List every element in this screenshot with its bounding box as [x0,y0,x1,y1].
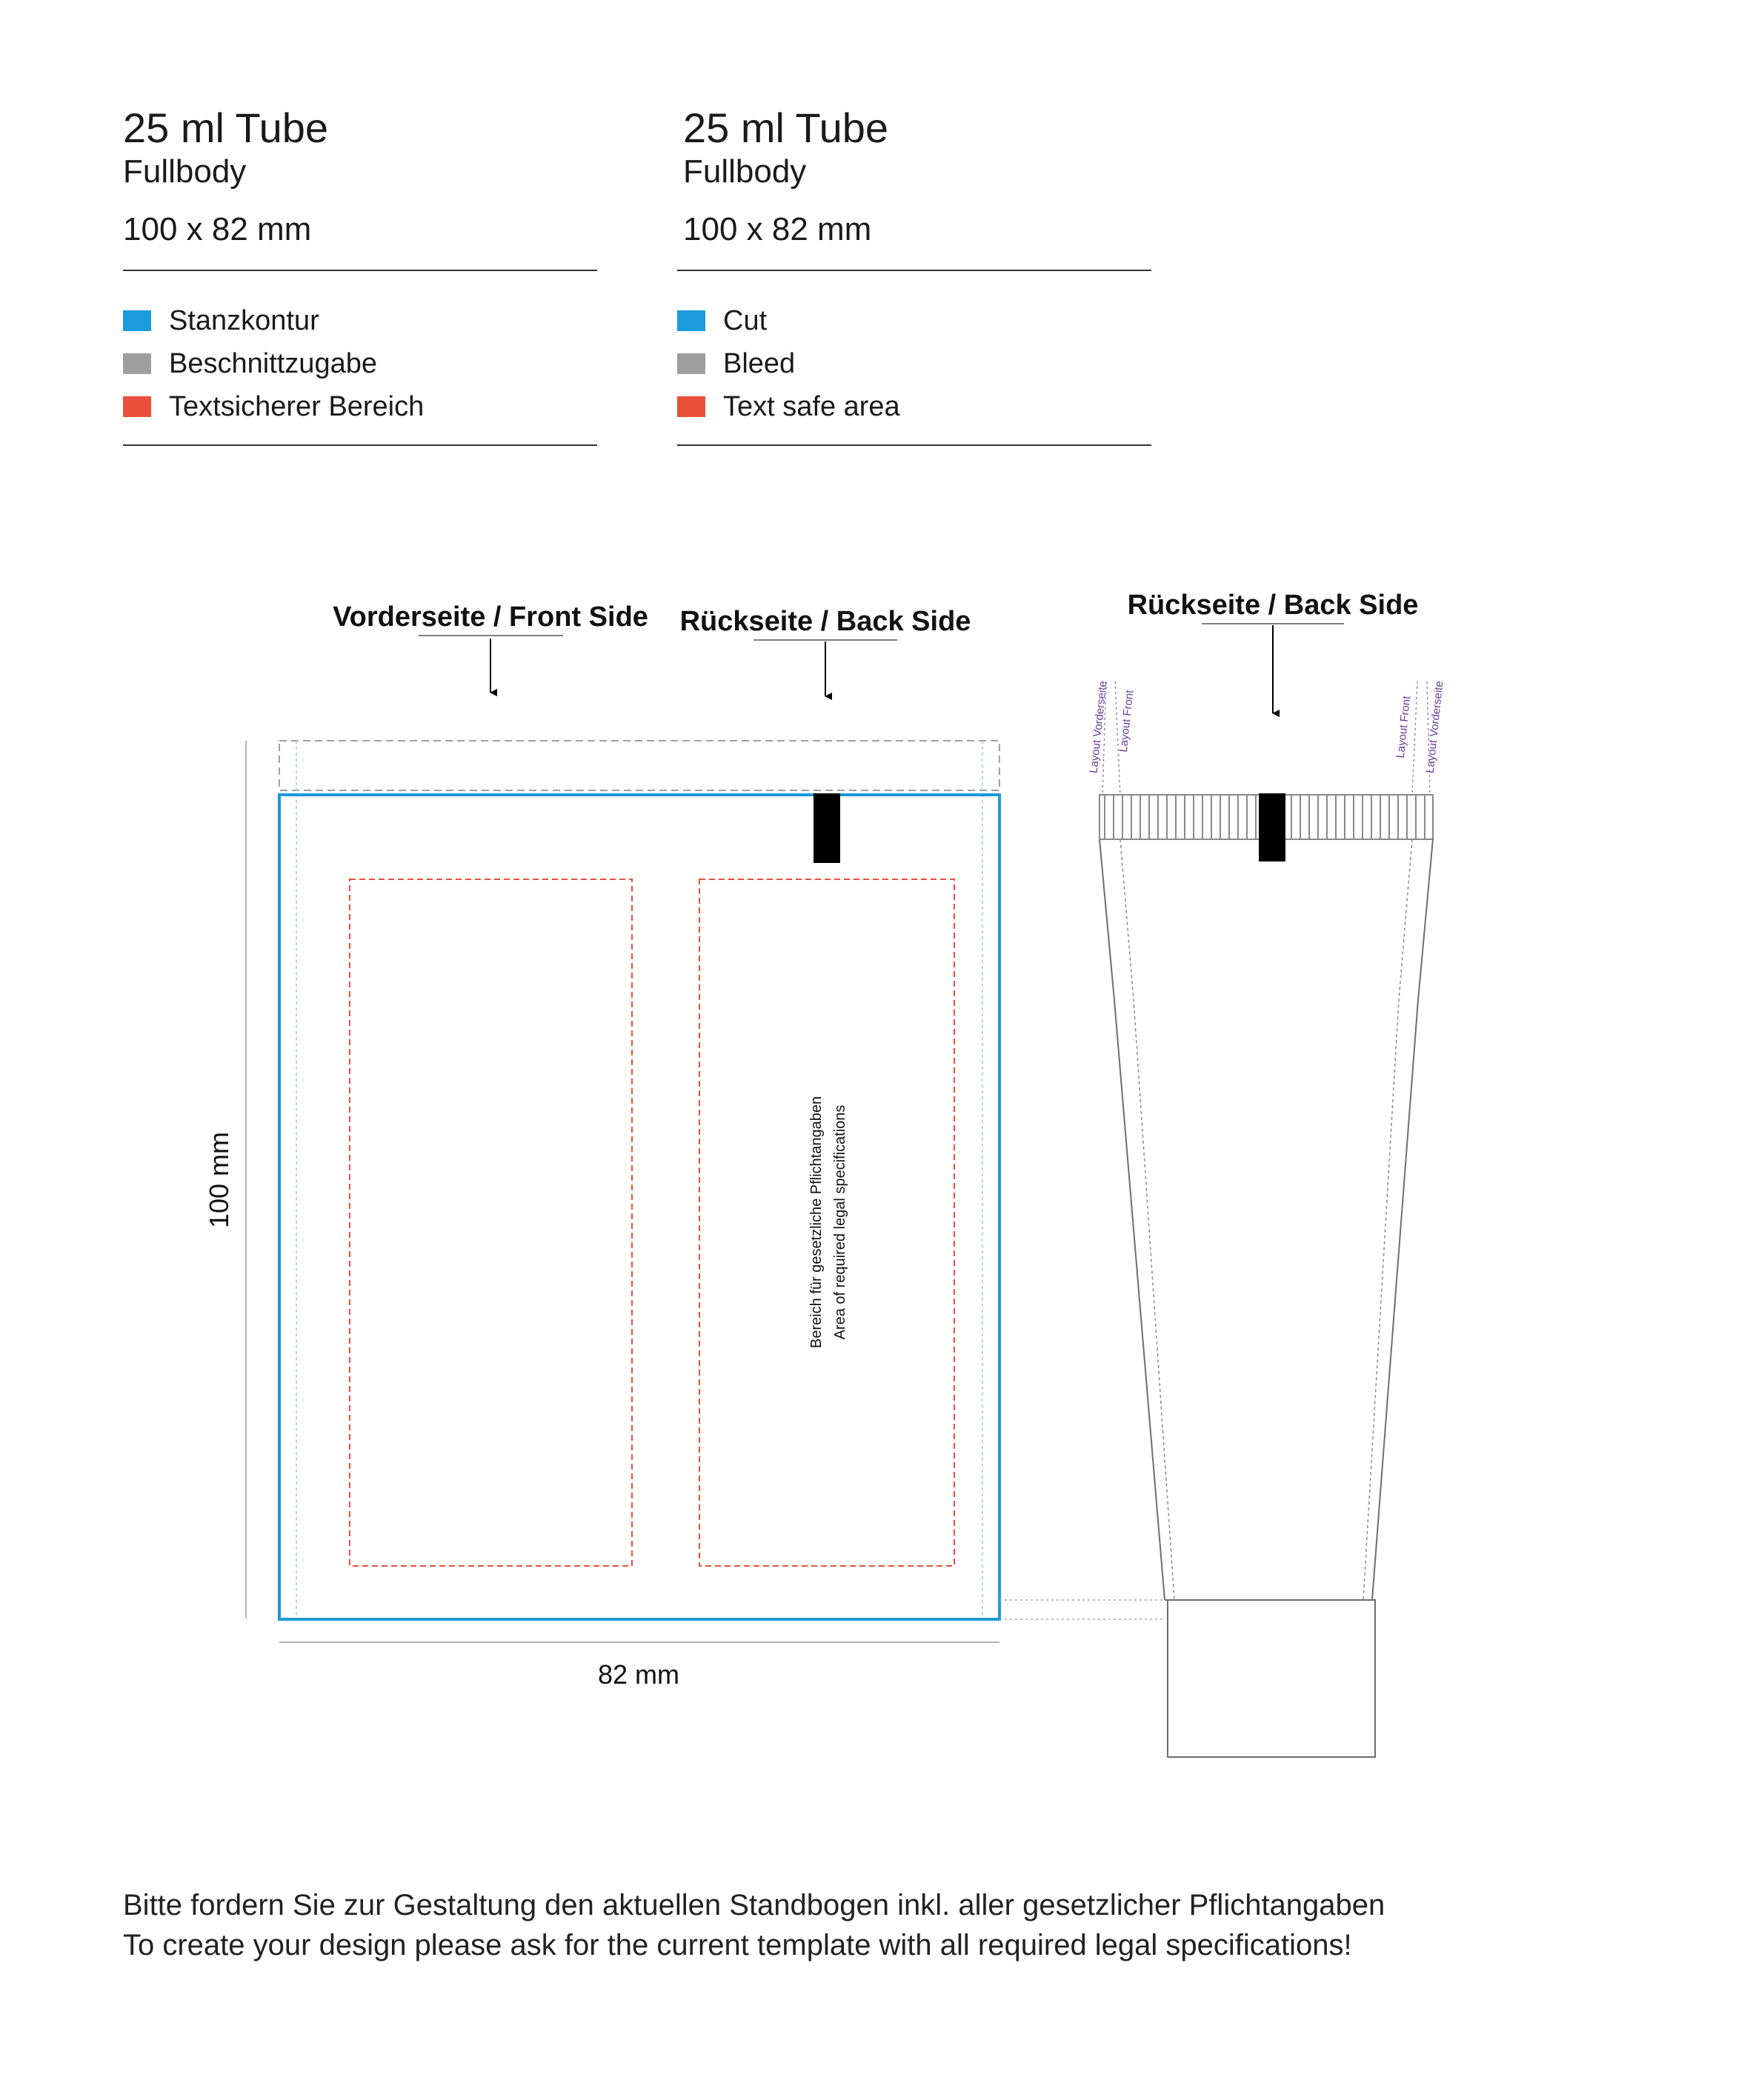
tube-eye-mark [1259,793,1285,861]
legal-area-label-en: Area of required legal specifications [832,1104,848,1340]
legend-label: Stanzkontur [169,304,319,336]
tube-cap [1168,1600,1375,1757]
layout-label-left-inner: Layout Front [1117,689,1137,753]
legend-label: Cut [723,304,768,336]
width-dimension-label: 82 mm [597,1659,680,1690]
header-title: 25 ml Tube [123,104,329,151]
cut-contour [279,795,999,1619]
height-dimension-label: 100 mm [204,1131,234,1229]
legal-area-label-de: Bereich für gesetzliche Pflichtangaben [808,1096,825,1349]
layout-label-left-outer: Layout Vorderseite [1087,680,1110,774]
back-side-label: Rückseite / Back Side [679,606,971,637]
footer-note [123,1885,1385,1965]
legend-label: Beschnittzugabe [169,347,377,379]
back-safe-area [699,879,954,1566]
top-bleed-area [279,741,999,790]
tube-body-outline [1099,839,1433,1600]
layout-label-right-outer: Layout Vorderseite [1423,680,1446,774]
eye-mark [814,793,840,863]
tube-inner-right [1363,839,1412,1600]
header-dimensions: 100 x 82 mm [683,211,872,247]
legend-label: Text safe area [723,390,900,422]
footer-line-de: Bitte fordern Sie zur Gestaltung den aktuellen Standbogen inkl. aller gesetzlicher Pflichtangaben [123,1889,1385,1921]
front-side-label: Vorderseite / Front Side [333,601,648,633]
header-subtitle: Fullbody [123,153,247,190]
tube-back-side-label: Rückseite / Back Side [1127,590,1419,621]
header-dimensions: 100 x 82 mm [123,211,312,247]
front-safe-area [350,879,632,1566]
header-title: 25 ml Tube [683,104,889,151]
tube-inner-left [1120,839,1174,1600]
tube-illustration [1099,681,1433,1757]
legend-label: Bleed [723,347,796,379]
legend-label: Textsicherer Bereich [169,390,425,422]
layout-label-right-inner: Layout Front [1394,695,1414,759]
header-subtitle: Fullbody [683,153,807,190]
footer-line-en: To create your design please ask for the current template with all required legal specifications! [123,1929,1352,1961]
